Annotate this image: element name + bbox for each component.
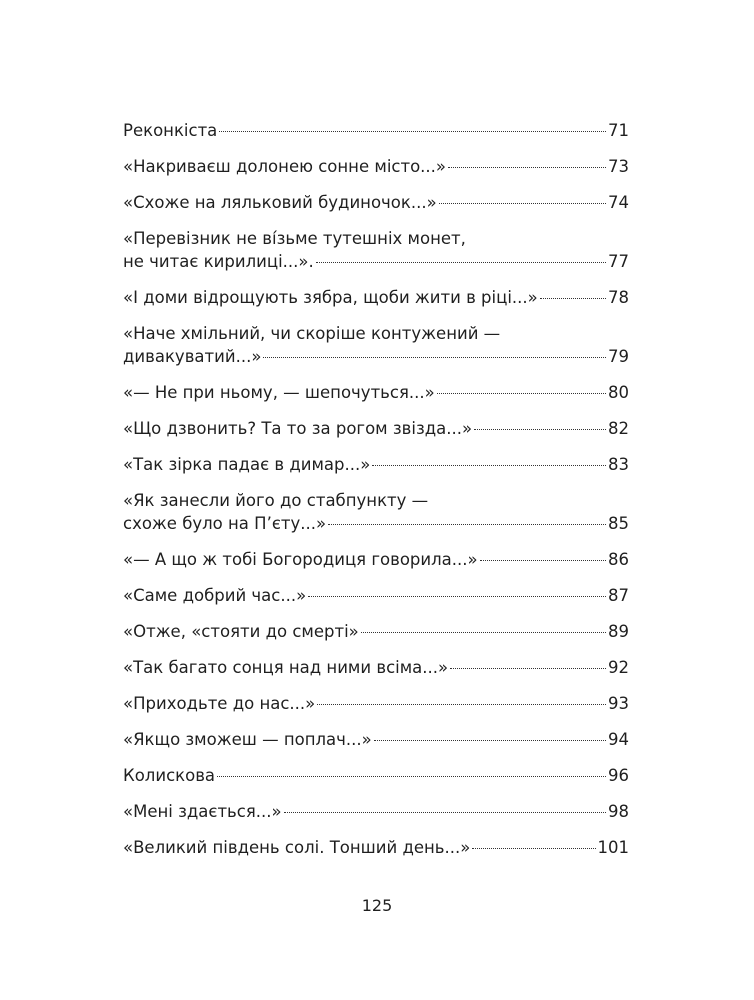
toc-entry-row [123,728,629,751]
toc-entry-row [123,381,629,404]
toc-entry-row [123,155,629,178]
toc-entry-page: 87 [608,586,629,605]
dot-leader [540,298,606,299]
toc-entry-title-line: «Наче хмільний, чи скоріше контужений — [123,324,501,343]
toc-entry-page: 78 [608,288,629,307]
toc-entry [123,800,629,823]
toc-entry-row [123,250,629,273]
toc-entry-row [123,692,629,715]
toc-entry [123,620,629,643]
toc-entry-title: «Якщо зможеш — поплач...» [123,730,372,749]
toc-entry [123,728,629,751]
dot-leader [437,393,606,394]
toc-entry [123,584,629,607]
toc-entry-page: 86 [608,550,629,569]
toc-entry-page: 92 [608,658,629,677]
dot-leader [372,465,606,466]
dot-leader [361,632,606,633]
dot-leader [450,668,606,669]
toc-entry-page: 77 [608,252,629,271]
dot-leader [316,262,606,263]
toc-entry-title: «І доми відрощують зябра, щоби жити в ріці...» [123,288,538,307]
dot-leader [317,704,606,705]
toc-entry [123,656,629,679]
toc-entry [123,548,629,571]
toc-entry-row [123,620,629,643]
dot-leader [308,596,606,597]
toc-entry-row [123,800,629,823]
toc-entry-page: 82 [608,419,629,438]
toc-entry-title-line: «Як занесли його до стабпункту — [123,491,429,510]
toc-entry-page: 80 [608,383,629,402]
toc-entry-title: схоже було на П’єту...» [123,514,327,533]
toc-entry-title: не читає кирилиці...». [123,252,314,271]
dot-leader [217,776,606,777]
dot-leader [472,848,595,849]
toc-entry-title: Реконкіста [123,121,218,140]
toc-entry-row [123,836,629,859]
page-number: 125 [361,896,393,915]
dot-leader [480,560,606,561]
toc-entry-title: «Так зірка падає в димар...» [123,455,371,474]
toc-entry [123,119,629,142]
toc-entry [123,191,629,214]
toc-entry [123,381,629,404]
dot-leader [284,812,606,813]
toc-entry-row [123,453,629,476]
toc-entry-page: 83 [608,455,629,474]
toc-entry-page: 93 [608,694,629,713]
dot-leader [219,131,606,132]
toc-entry-page: 96 [608,766,629,785]
toc-entry [123,417,629,440]
toc-entry-row [123,764,629,787]
toc-entry-page: 94 [608,730,629,749]
toc-entry [123,227,629,273]
toc-entry [123,764,629,787]
toc-entry-title: «— А що ж тобі Богородиця говорила...» [123,550,478,569]
toc-entry-title: «Мені здається...» [123,802,282,821]
toc-entry-title: «Що дзвонить? Та то за рогом звізда...» [123,419,473,438]
toc-entry-title: «Схоже на ляльковий будиночок...» [123,193,437,212]
toc-entry-row [123,191,629,214]
dot-leader [328,524,606,525]
toc-entry-row [123,345,629,368]
toc-entry-row [123,584,629,607]
toc-entry [123,155,629,178]
toc-entry-title: «Приходьте до нас...» [123,694,316,713]
toc-entry-page: 73 [608,157,629,176]
dot-leader [374,740,606,741]
dot-leader [263,357,606,358]
toc-entry-title: «Отже, «стояти до смерті» [123,622,359,641]
toc-entry-row [123,548,629,571]
toc-entry-page: 98 [608,802,629,821]
toc-entry [123,692,629,715]
dot-leader [474,429,606,430]
toc-entry-page: 89 [608,622,629,641]
toc-entry-page: 74 [608,193,629,212]
dot-leader [439,203,606,204]
toc-entry-title: «Саме добрий час...» [123,586,307,605]
toc-entry-page: 71 [608,121,629,140]
toc-entry-title-line: «Перевізник не ві́зьме тутешніх монет, [123,229,466,248]
toc-entry [123,489,629,535]
toc-entry-row [123,119,629,142]
toc-entry [123,453,629,476]
table-of-contents [123,119,629,872]
toc-entry-page: 79 [608,347,629,366]
toc-entry-page: 101 [597,838,629,857]
toc-entry-row [123,286,629,309]
toc-entry-title: Колискова [123,766,216,785]
toc-entry-title: «Накриваєш долонею сонне місто...» [123,157,447,176]
toc-entry [123,836,629,859]
toc-entry [123,322,629,368]
toc-entry-title: «— Не при ньому, — шепочуться...» [123,383,435,402]
toc-entry-title: «Так багато сонця над ними всіма...» [123,658,449,677]
toc-entry-title: «Великий південь солі. Тонший день...» [123,838,471,857]
toc-entry-page: 85 [608,514,629,533]
toc-entry [123,286,629,309]
toc-entry-row [123,512,629,535]
toc-entry-row [123,656,629,679]
toc-entry-row [123,417,629,440]
toc-entry-title: дивакуватий...» [123,347,262,366]
dot-leader [448,167,606,168]
